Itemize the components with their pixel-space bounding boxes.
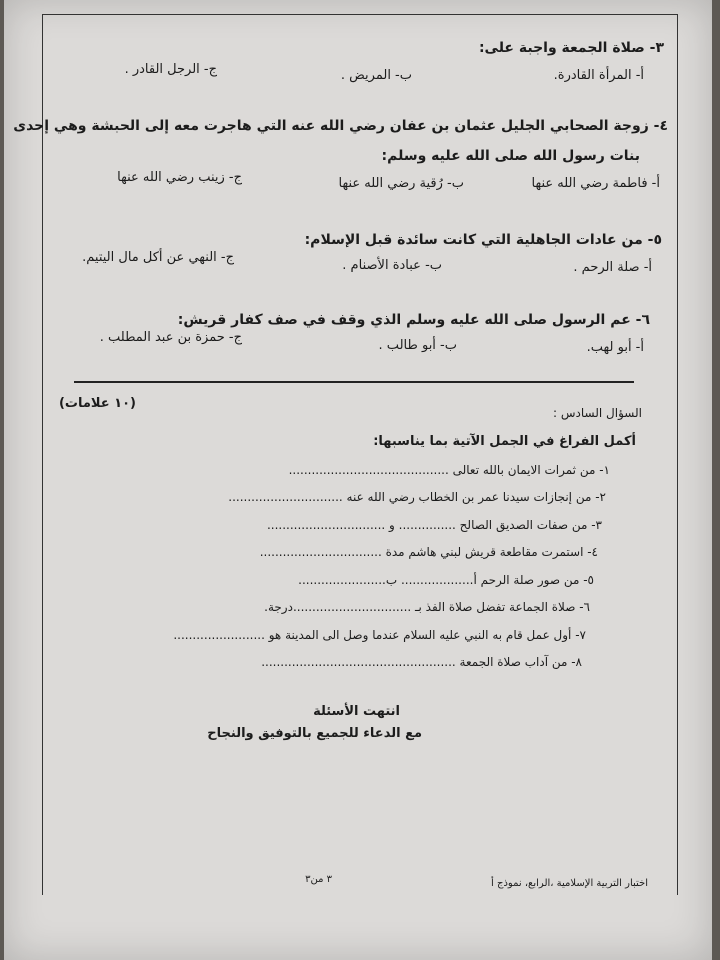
footer-exam-title: اختبار التربية الإسلامية ،الرابع، نموذج أ xyxy=(491,878,648,889)
fill-item-3: ٣- من صفات الصديق الصالح ............... و ............................... xyxy=(266,518,602,532)
section-marks: (١٠ علامات) xyxy=(58,396,136,411)
question-5-option-a: أ- صلة الرحم . xyxy=(573,260,652,275)
closing-wishes: مع الدعاء للجميع بالتوفيق والنجاح xyxy=(207,726,422,741)
section-instruction: أكمل الفراغ في الجمل الآتية بما يناسبها: xyxy=(373,434,636,449)
section-divider xyxy=(74,381,634,383)
question-3-option-b: ب- المريض . xyxy=(340,68,412,83)
question-4-option-c: ج- زينب رضي الله عنها xyxy=(117,170,242,185)
question-6-option-a: أ- أبو لهب. xyxy=(586,340,644,355)
fill-item-8: ٨- من آداب صلاة الجمعة ................................................... xyxy=(261,655,582,669)
section-title: السؤال السادس : xyxy=(553,406,642,420)
exam-paper xyxy=(4,0,712,960)
question-4-stem-line2: بنات رسول الله صلى الله عليه وسلم: xyxy=(381,148,640,164)
question-5-option-b: ب- عبادة الأصنام . xyxy=(342,258,442,273)
question-3-option-a: أ- المرأة القادرة. xyxy=(553,68,644,83)
question-3-option-c: ج- الرجل القادر . xyxy=(124,62,217,77)
question-3-stem: ٣- صلاة الجمعة واجبة على: xyxy=(478,40,664,56)
question-4-option-a: أ- فاطمة رضي الله عنها xyxy=(531,176,660,191)
question-4-option-b: ب- رُقية رضي الله عنها xyxy=(338,176,464,191)
fill-item-1: ١- من ثمرات الايمان بالله تعالى .......................................... xyxy=(288,463,610,477)
fill-item-4: ٤- استمرت مقاطعة قريش لبني هاشم مدة ................................ xyxy=(259,545,598,559)
question-5-stem: ٥- من عادات الجاهلية التي كانت سائدة قبل الإسلام: xyxy=(304,232,662,248)
fill-item-7: ٧- أول عمل قام به النبي عليه السلام عندما وصل الى المدينة هو ........................ xyxy=(173,628,586,642)
question-4-stem-line1: ٤- زوجة الصحابي الجليل عثمان بن عفان رضي الله عنه التي هاجرت معه إلى الحبشة وهي إحدى xyxy=(13,118,668,134)
page-border xyxy=(42,14,678,895)
fill-item-2: ٢- من إنجازات سيدنا عمر بن الخطاب رضي الله عنه .............................. xyxy=(228,490,606,504)
footer-page-number: ٣ من٣ xyxy=(305,874,332,885)
question-6-stem: ٦- عم الرسول صلى الله عليه وسلم الذي وقف في صف كفار قريش: xyxy=(177,312,650,328)
question-6-option-b: ب- أبو طالب . xyxy=(378,338,457,353)
closing-end-note: انتهت الأسئلة xyxy=(313,704,400,719)
question-5-option-c: ج- النهي عن أكل مال اليتيم. xyxy=(82,250,234,265)
question-6-option-c: ج- حمزة بن عبد المطلب . xyxy=(99,330,242,345)
fill-item-6: ٦- صلاة الجماعة تفضل صلاة الفذ بـ ...............................درجة. xyxy=(264,600,590,614)
fill-item-5: ٥- من صور صلة الرحم أ................... ب....................... xyxy=(298,573,594,587)
